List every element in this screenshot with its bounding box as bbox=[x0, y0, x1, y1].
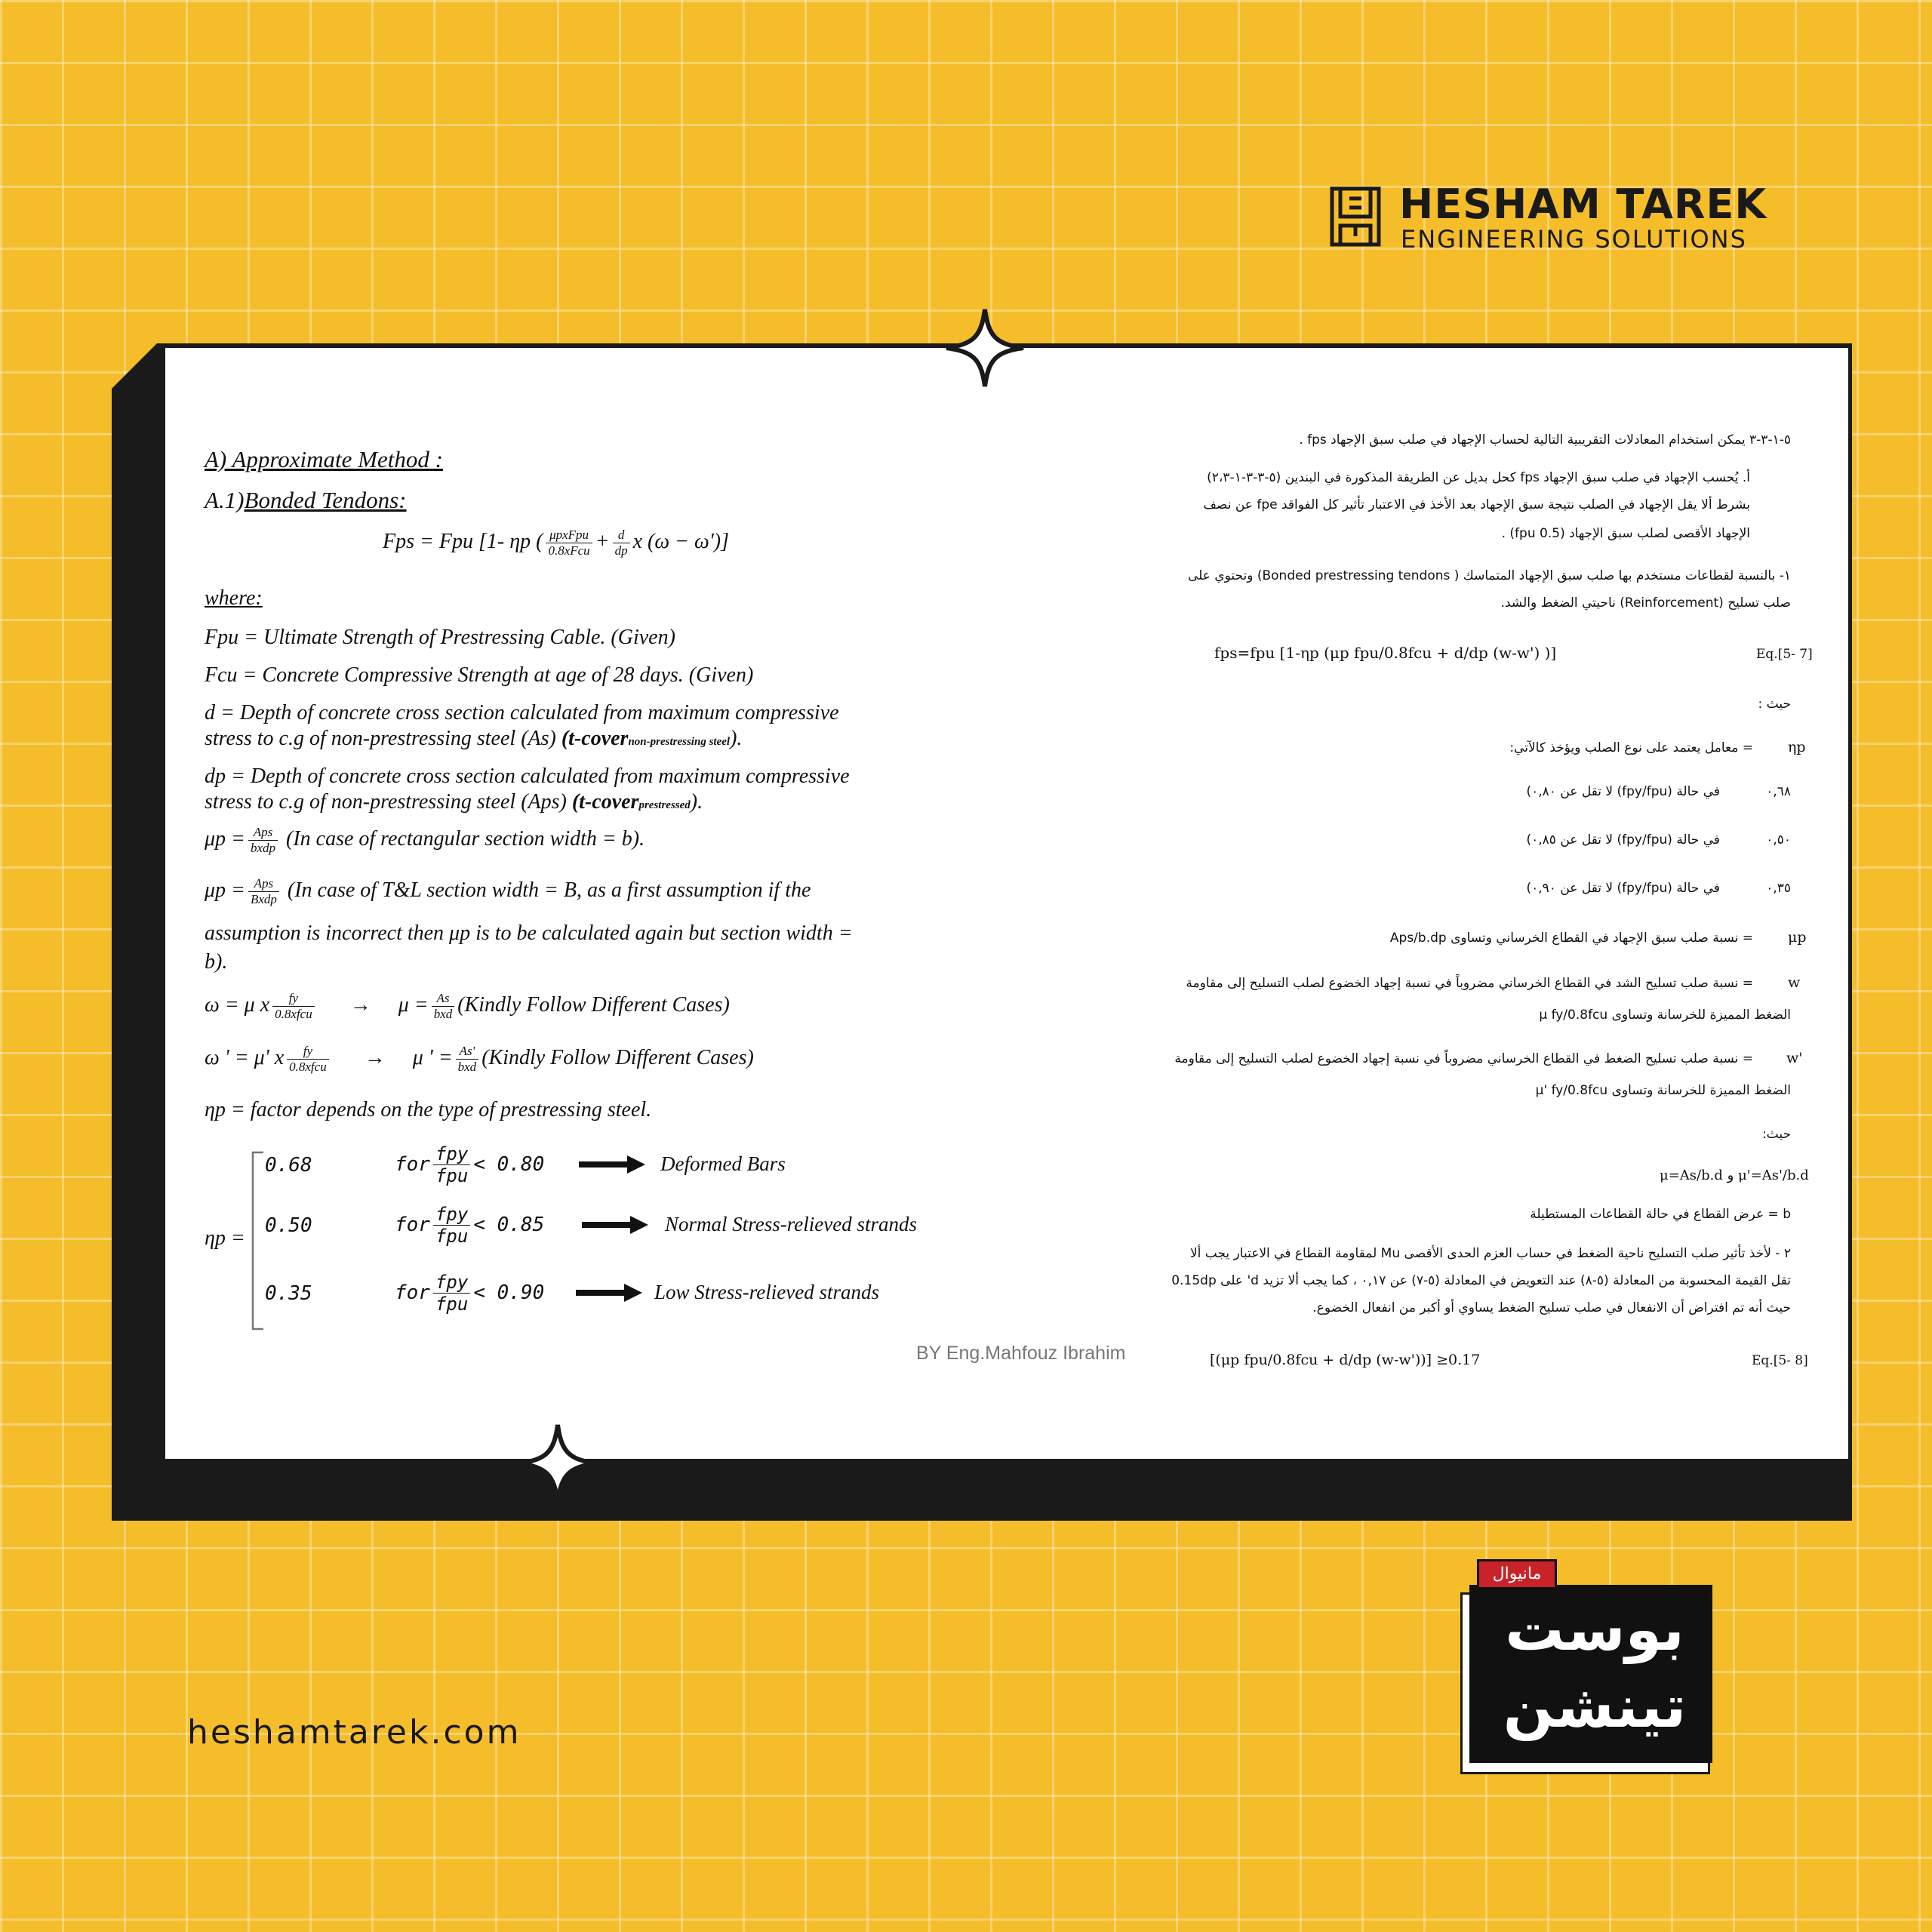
eq7-label: Eq.[5- 7] bbox=[1756, 647, 1813, 662]
ar-haith-2: حيث: bbox=[1761, 1127, 1791, 1142]
ar-note2-line3: حيث أنه تم افتراض أن الانفعال في صلب تسليح الضغط يساوي أو أكبر من انفعال الخضوع. bbox=[1312, 1300, 1791, 1315]
ar-wp-line1: = نسبة صلب تسليح الضغط في القطاع الخرساني مضروباً في نسبة إجهاد الخضوع لصلب التسليح إلى مقاومة bbox=[1174, 1051, 1753, 1066]
eta-symbol: ηp = bbox=[205, 1226, 245, 1250]
eta-case-1-label: Deformed Bars bbox=[660, 1152, 786, 1175]
sparkle-icon bbox=[516, 1422, 599, 1505]
where-label: where: bbox=[205, 586, 263, 610]
ar-line-2: أ. يُحسب الإجهاد في صلب سبق الإجهاد fps كحل بديل عن الطريقة المذكورة في البندين (٥-٣-٣-١-٢،٣) bbox=[1207, 470, 1750, 485]
ar-w-symbol: w bbox=[1788, 974, 1801, 991]
ar-case-2: في حالة (fpy/fpu) لا تقل عن ٠,٨٥) bbox=[1526, 832, 1720, 848]
def-dp-line1: dp = Depth of concrete cross section calculated from maximum compressive bbox=[205, 764, 850, 788]
omega-prime-formula: ω ' = μ' x $\frac{fy}{\text{0.8xfcu}}$ → μ ' = $\frac{As'}{\text{bxd}}$ (Kindly Follow Different Cases) bbox=[205, 1044, 754, 1074]
ar-line-4: الإجهاد الأقصى لصلب سبق الإجهاد (0.5 fpu) . bbox=[1501, 526, 1750, 541]
def-fcu: Fcu = Concrete Compressive Strength at age of 28 days. (Given) bbox=[205, 663, 754, 687]
ar-wp-symbol: w' bbox=[1786, 1050, 1803, 1066]
brand-name: HESHAM TAREK bbox=[1399, 180, 1767, 228]
author-credit: BY Eng.Mahfouz Ibrahim bbox=[916, 1343, 1126, 1364]
eta-brace-icon bbox=[250, 1151, 265, 1331]
eta-case-3-cond: for $\frac{\text{fpy}}{\text{fpu}}$ < 0.90 bbox=[395, 1272, 545, 1315]
method-subheading: A.1)Bonded Tendons: bbox=[205, 487, 407, 513]
badge-tag: مانيوال bbox=[1477, 1559, 1557, 1589]
ar-wp-line2: الضغط المميزة للخرسانة وتساوى μ' fy/0.8fcu bbox=[1535, 1083, 1791, 1098]
def-d-line1: d = Depth of concrete cross section calculated from maximum compressive bbox=[205, 701, 839, 724]
ar-eta-symbol: ηp bbox=[1788, 739, 1806, 755]
website-link[interactable]: heshamtarek.com bbox=[187, 1713, 521, 1752]
mu-p-tl: μp = $\frac{\text{Aps}}{\text{Bxdp}}$ (In case of T&L section width = B, as a first assumption if the bbox=[205, 876, 811, 906]
mu-p-rect: μp = $\frac{\text{Aps}}{\text{bxdp}}$ (In case of rectangular section width = b). bbox=[205, 825, 645, 855]
mu-p-tl-line3: b). bbox=[205, 950, 228, 974]
def-dp-line2: stress to c.g of non-prestressing steel (Aps) (t-coverprestressed). bbox=[205, 790, 703, 814]
ar-line-5: ١- بالنسبة لقطاعات مستخدم بها صلب سبق الإجهاد المتماسك ( Bonded prestressing tendons) وتحتوي على bbox=[1187, 568, 1791, 583]
arrow-right-icon bbox=[582, 1216, 648, 1234]
ar-eta-line: = معامل يعتمد على نوع الصلب ويؤخذ كالآتي: bbox=[1509, 740, 1753, 755]
ar-b-line: b = عرض القطاع في حالة القطاعات المستطيلة bbox=[1530, 1207, 1791, 1222]
ar-note2-line1: ٢ - لأخذ تأثير صلب التسليح ناحية الضغط في حساب العزم الحدى الأقصى Mu لمقاومة القطاع في الاعتبار يجب ألا bbox=[1189, 1246, 1791, 1261]
document-card bbox=[163, 346, 1850, 1461]
def-d-line2: stress to c.g of non-prestressing steel (As) (t-covernon-prestressing steel). bbox=[205, 727, 743, 750]
ar-w-line2: الضغط المميزة للخرسانة وتساوى μ fy/0.8fcu bbox=[1539, 1008, 1791, 1023]
brand-logo bbox=[1330, 180, 1767, 254]
arrow-right-icon bbox=[579, 1155, 645, 1174]
badge-word-2: تينشن bbox=[1503, 1673, 1687, 1741]
ar-line-1: ٥-١-٣-٣ يمكن استخدام المعادلات التقريبية التالية لحساب الإجهاد في صلب سبق الإجهاد fps . bbox=[1299, 432, 1791, 448]
main-formula: Fps = Fpu [1- ηp ( $\frac{\text{μpxFpu}}{\text{0.8xFcu}}$ + $\frac{d}{dp}$ x (ω − ω')] bbox=[383, 528, 729, 558]
brand-tagline: ENGINEERING SOLUTIONS bbox=[1401, 225, 1747, 254]
ar-case-1-val: ٠,٦٨ bbox=[1766, 784, 1791, 799]
ar-case-1: في حالة (fpy/fpu) لا تقل عن ٠,٨٠) bbox=[1526, 784, 1720, 799]
eta-case-2-value: 0.50 bbox=[265, 1214, 312, 1237]
ar-w-line1: = نسبة صلب تسليح الشد في القطاع الخرساني مضروباً في نسبة إجهاد الخضوع لصلب التسليح إلى مقاومة bbox=[1186, 976, 1753, 991]
mu-p-tl-line2: assumption is incorrect then μp is to be calculated again but section width = bbox=[205, 921, 853, 945]
ar-case-2-val: ٠,٥٠ bbox=[1766, 832, 1791, 848]
badge-word-1: بوست bbox=[1505, 1596, 1684, 1664]
ar-mu-definitions: μ=As/b.d و μ'=As'/b.d bbox=[1660, 1168, 1809, 1183]
eta-case-3-value: 0.35 bbox=[265, 1282, 312, 1305]
eta-case-3-label: Low Stress-relieved strands bbox=[654, 1281, 879, 1303]
def-fpu: Fpu = Ultimate Strength of Prestressing Cable. (Given) bbox=[205, 626, 675, 649]
ar-line-6: صلب تسليح (Reinforcement) ناحيتي الضغط والشد. bbox=[1500, 595, 1791, 611]
arrow-right-icon bbox=[576, 1284, 642, 1302]
ar-case-3: في حالة (fpy/fpu) لا تقل عن ٠,٩٠) bbox=[1526, 881, 1720, 896]
sparkle-icon bbox=[943, 306, 1026, 389]
ar-case-3-val: ٠,٣٥ bbox=[1766, 881, 1791, 896]
method-heading: A) Approximate Method : bbox=[205, 446, 443, 472]
omega-formula: ω = μ x $\frac{fy}{\text{0.8xfcu}}$ → μ = $\frac{As}{\text{bxd}}$ (Kindly Follow Different Cases) bbox=[205, 991, 730, 1021]
ar-mu-p-symbol: μp bbox=[1788, 929, 1807, 946]
eta-case-2-cond: for $\frac{\text{fpy}}{\text{fpu}}$ < 0.85 bbox=[395, 1204, 545, 1247]
post-tension-badge bbox=[1460, 1559, 1713, 1770]
eta-definition: ηp = factor depends on the type of prestressing steel. bbox=[205, 1098, 652, 1121]
brand-mark-icon bbox=[1330, 186, 1381, 247]
ar-mu-p-line: = نسبة صلب سبق الإجهاد في القطاع الخرساني وتساوى Aps/b.dp bbox=[1389, 931, 1753, 946]
eta-case-1-cond: for $\frac{\text{fpy}}{\text{fpu}}$ < 0.80 bbox=[395, 1143, 545, 1186]
eq7-formula: fps=fpu [1-ηp (μp fpu/0.8fcu + d/dp (w-w') )] bbox=[1214, 644, 1557, 662]
eta-case-1-value: 0.68 bbox=[265, 1154, 312, 1177]
eq8-formula: [(μp fpu/0.8fcu + d/dp (w-w'))] ≥0.17 bbox=[1210, 1352, 1481, 1368]
ar-line-3: بشرط ألا يقل الإجهاد في الصلب نتيجة سبق الإجهاد بعد الأخذ في الاعتبار تأثير كل الفواقد fpe عن نصف bbox=[1203, 497, 1750, 512]
ar-haith: حيث : bbox=[1758, 697, 1791, 712]
eta-case-2-label: Normal Stress-relieved strands bbox=[665, 1213, 917, 1235]
ar-note2-line2: تقل القيمة المحسوبة من المعادلة (٥-٨) عند التعويض في المعادلة (٥-٧) عن ٠,١٧ ، كما يجب ألا تزيد d' على 0.15dp bbox=[1171, 1273, 1791, 1288]
eq8-label: Eq.[5- 8] bbox=[1752, 1353, 1808, 1368]
